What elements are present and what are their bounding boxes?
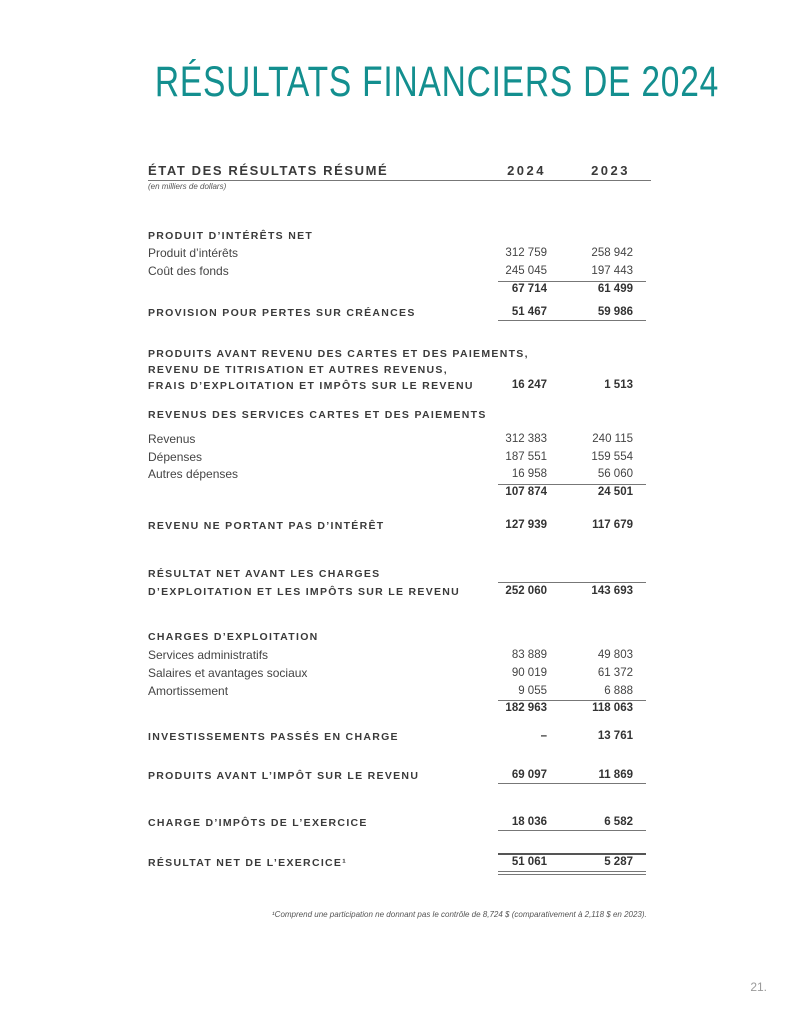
subtotal-rule [498, 281, 646, 282]
page-number: 21. [750, 980, 767, 994]
year-2024-header: 2024 [507, 163, 546, 178]
section-title-net-interest: PRODUIT D’INTÉRÊTS NET [148, 230, 314, 242]
value-2024: 252 060 [505, 585, 547, 597]
page-title: RÉSULTATS FINANCIERS DE 2024 [154, 58, 720, 106]
value-2023: 13 761 [597, 730, 633, 742]
value-2023: 1 513 [604, 379, 633, 391]
double-rule-2 [498, 874, 646, 875]
row-label-other-expenses: Autres dépenses [148, 467, 239, 481]
value-2024: 51 467 [511, 306, 547, 318]
value-2024: 90 019 [511, 667, 547, 679]
row-label-cost-of-funds: Coût des fonds [148, 264, 229, 278]
section-title-card-services: REVENUS DES SERVICES CARTES ET DES PAIEMENTS [148, 409, 487, 421]
row-label-revenues: Revenus [148, 432, 196, 446]
value-2024: 127 939 [505, 519, 547, 531]
value-2023: 5 287 [604, 856, 633, 868]
footnote: ¹Comprend une participation ne donnant pas le contrôle de 8,724 $ (comparativement à 2,118 $ en 2023). [272, 910, 647, 919]
value-2023: 49 803 [597, 649, 633, 661]
total-rule [498, 783, 646, 784]
header-rule [148, 180, 651, 181]
value-2023: 59 986 [597, 306, 633, 318]
row-label-income-tax: CHARGE D’IMPÔTS DE L’EXERCICE [148, 817, 368, 829]
value-2023: 197 443 [591, 265, 633, 277]
row-label-line3: FRAIS D’EXPLOITATION ET IMPÔTS SUR LE REVENU [148, 380, 474, 392]
year-2023-header: 2023 [591, 163, 630, 178]
value-2023: 143 693 [591, 585, 633, 597]
value-2023: 11 869 [598, 769, 633, 781]
value-2024: 312 759 [505, 247, 547, 259]
subtotal-2023: 118 063 [592, 702, 633, 714]
value-2023: 61 372 [597, 667, 633, 679]
subtotal-2023: 61 499 [597, 283, 633, 295]
value-2024: 245 045 [505, 265, 547, 277]
row-label-line1: PRODUITS AVANT REVENU DES CARTES ET DES PAIEMENTS, [148, 348, 529, 360]
net-income-top-rule [498, 853, 646, 855]
value-2023: 258 942 [591, 247, 633, 259]
row-label-line2: REVENU DE TITRISATION ET AUTRES REVENUS, [148, 364, 448, 376]
subtotal-rule [498, 700, 646, 701]
row-label-non-interest-income: REVENU NE PORTANT PAS D’INTÉRÊT [148, 520, 385, 532]
subtotal-rule [498, 582, 646, 583]
total-rule [498, 830, 646, 831]
value-2024: 16 247 [511, 379, 547, 391]
double-rule-1 [498, 871, 646, 872]
value-2024: 9 055 [518, 685, 547, 697]
row-label-line2: D’EXPLOITATION ET LES IMPÔTS SUR LE REVENU [148, 586, 461, 598]
subtotal-2024: 107 874 [505, 486, 547, 498]
value-2023: 56 060 [597, 468, 633, 480]
value-2023: 159 554 [591, 451, 633, 463]
subtotal-2024: 67 714 [511, 283, 547, 295]
value-2024: 83 889 [511, 649, 547, 661]
row-label-line1: RÉSULTAT NET AVANT LES CHARGES [148, 568, 381, 580]
value-2024: 16 958 [511, 468, 547, 480]
value-2024: 312 383 [505, 433, 547, 445]
subtotal-2023: 24 501 [597, 486, 633, 498]
value-2023: 117 679 [592, 519, 633, 531]
value-2023: 6 888 [604, 685, 633, 697]
value-2024: 69 097 [511, 769, 547, 781]
value-2024: – [540, 730, 547, 742]
row-label-amortization: Amortissement [148, 684, 229, 698]
subtotal-2024: 182 963 [505, 702, 547, 714]
value-2023: 6 582 [604, 816, 633, 828]
row-label-net-income: RÉSULTAT NET DE L’EXERCICE¹ [148, 857, 348, 869]
total-rule [498, 320, 646, 321]
row-label-interest-income: Produit d’intérêts [148, 246, 239, 260]
row-label-expenses: Dépenses [148, 450, 203, 464]
value-2024: 187 551 [505, 451, 547, 463]
section-title-operating-expenses: CHARGES D’EXPLOITATION [148, 631, 319, 643]
row-label-admin-services: Services administratifs [148, 648, 269, 662]
statement-header: ÉTAT DES RÉSULTATS RÉSUMÉ [148, 163, 389, 178]
row-label-expensed-investments: INVESTISSEMENTS PASSÉS EN CHARGE [148, 731, 399, 743]
subtotal-rule [498, 484, 646, 485]
value-2023: 240 115 [592, 433, 633, 445]
row-label-income-before-tax: PRODUITS AVANT L’IMPÔT SUR LE REVENU [148, 770, 420, 782]
row-label-loan-loss-provision: PROVISION POUR PERTES SUR CRÉANCES [148, 307, 416, 319]
value-2024: 51 061 [511, 856, 547, 868]
unit-note: (en milliers de dollars) [148, 182, 227, 191]
value-2024: 18 036 [511, 816, 547, 828]
row-label-salaries: Salaires et avantages sociaux [148, 666, 308, 680]
